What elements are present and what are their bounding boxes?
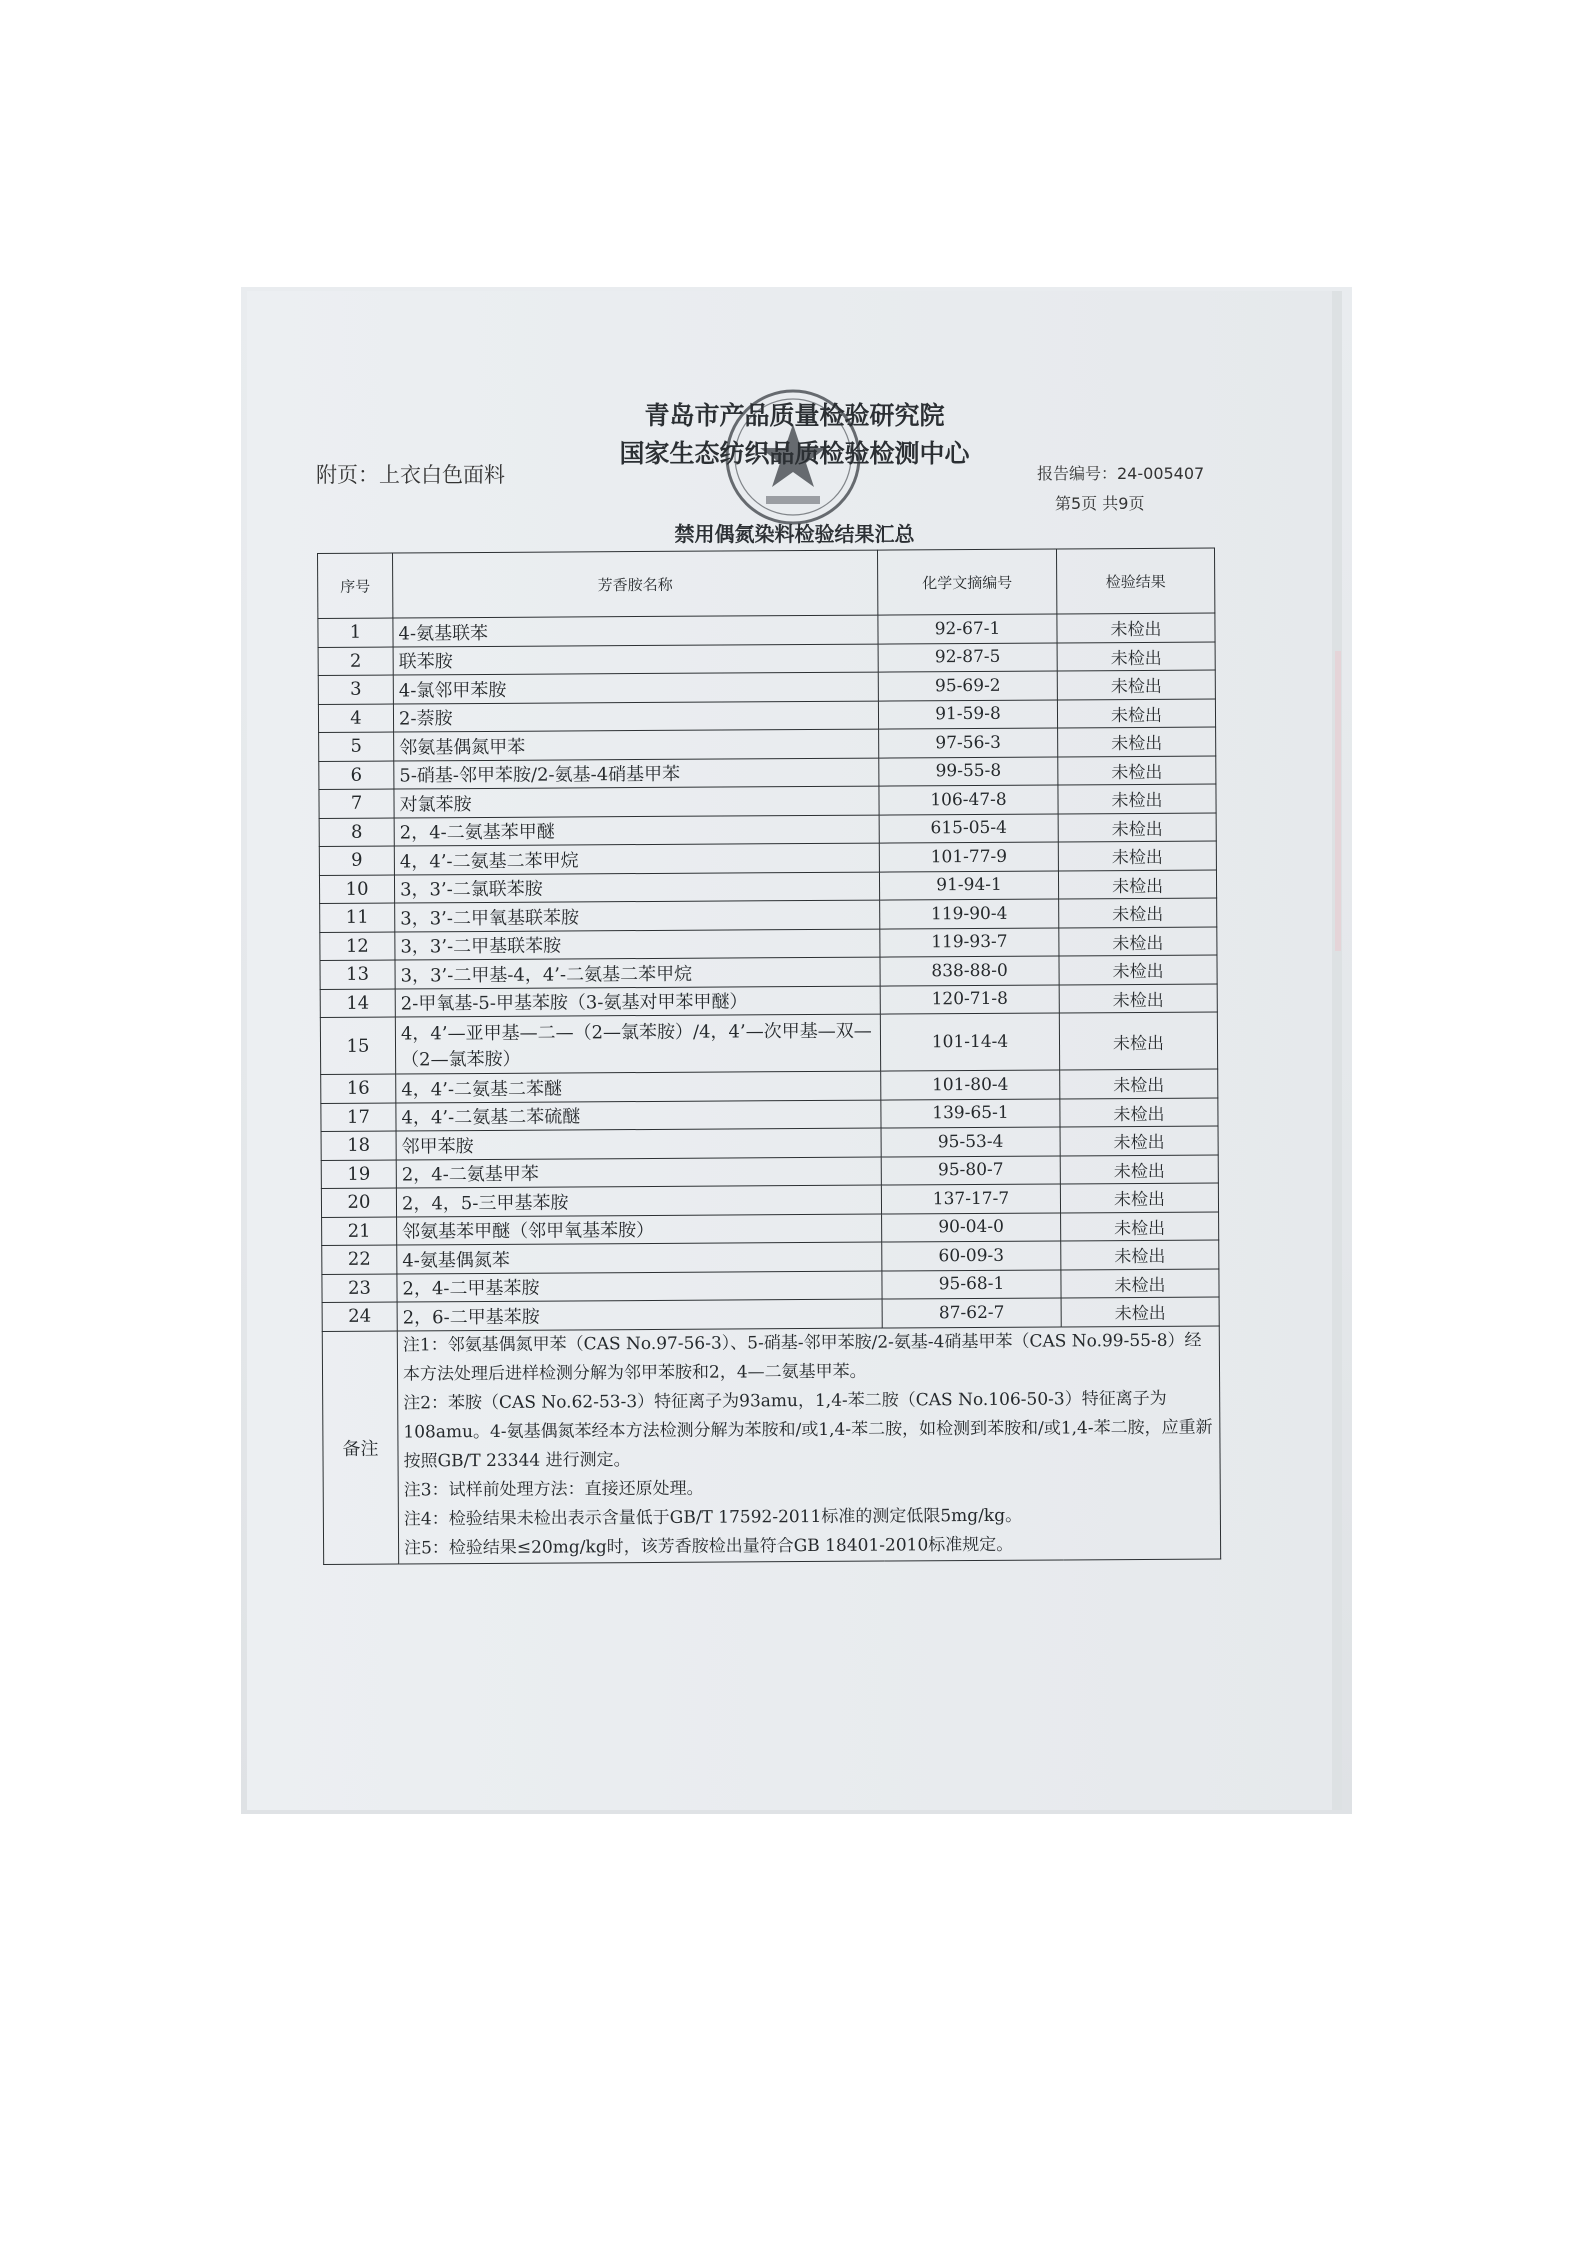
- cas-number: 95-69-2: [878, 671, 1057, 701]
- amine-name: 邻氨基偶氮甲苯: [394, 729, 879, 760]
- amine-name: 3，3’-二甲氧基联苯胺: [395, 900, 880, 931]
- amine-name: 联苯胺: [393, 644, 878, 675]
- remarks-row: [322, 1326, 1220, 1564]
- row-number: 23: [322, 1274, 397, 1303]
- row-number: 2: [318, 647, 393, 676]
- amine-name: 2，6-二甲基苯胺: [397, 1299, 882, 1330]
- row-number: 10: [319, 875, 394, 904]
- table-row: [320, 1012, 1217, 1074]
- amine-name: 3，3’-二氯联苯胺: [394, 872, 879, 903]
- column-header-result: 检验结果: [1056, 548, 1214, 614]
- cas-number: 92-67-1: [878, 614, 1057, 644]
- test-result: 未检出: [1060, 1183, 1218, 1212]
- amine-name: 邻甲苯胺: [396, 1128, 881, 1159]
- amine-name: 4，4’-二氨基二苯醚: [396, 1071, 881, 1102]
- cas-number: 91-59-8: [878, 699, 1057, 729]
- row-number: 19: [321, 1160, 396, 1189]
- row-number: 6: [319, 761, 394, 790]
- amine-name: 2，4-二甲基苯胺: [397, 1271, 882, 1302]
- test-result: 未检出: [1058, 784, 1216, 813]
- cas-number: 838-88-0: [880, 956, 1059, 986]
- amine-name: 2，4，5-三甲基苯胺: [396, 1185, 881, 1216]
- test-result: 未检出: [1057, 642, 1215, 671]
- row-number: 15: [320, 1017, 395, 1074]
- row-number: 14: [320, 989, 395, 1018]
- cas-number: 90-04-0: [882, 1212, 1061, 1242]
- row-number: 8: [319, 818, 394, 847]
- row-number: 22: [322, 1245, 397, 1274]
- cas-number: 101-80-4: [881, 1070, 1060, 1100]
- row-number: 17: [321, 1103, 396, 1132]
- test-result: 未检出: [1059, 1012, 1217, 1070]
- amine-name: 4，4’-二氨基二苯硫醚: [396, 1100, 881, 1131]
- cas-number: 87-62-7: [882, 1298, 1061, 1328]
- row-number: 3: [318, 675, 393, 704]
- test-result: 未检出: [1058, 841, 1216, 870]
- amine-name: 5-硝基-邻甲苯胺/2-氨基-4硝基甲苯: [394, 758, 879, 789]
- test-result: 未检出: [1058, 870, 1216, 899]
- cas-number: 120-71-8: [880, 984, 1059, 1014]
- amine-name: 3，3’-二甲基联苯胺: [395, 929, 880, 960]
- paper-edge-mark: [1335, 651, 1341, 951]
- row-number: 7: [319, 789, 394, 818]
- test-result: 未检出: [1060, 1155, 1218, 1184]
- cas-number: 106-47-8: [879, 785, 1058, 815]
- amine-name: 2，4-二氨基苯甲醚: [394, 815, 879, 846]
- test-result: 未检出: [1060, 1126, 1218, 1155]
- report-page: [247, 291, 1342, 1810]
- cas-number: 101-77-9: [879, 842, 1058, 872]
- test-result: 未检出: [1058, 756, 1216, 785]
- results-table: [317, 548, 1221, 1565]
- test-result: 未检出: [1058, 813, 1216, 842]
- row-number: 12: [320, 932, 395, 961]
- amine-name: 2-萘胺: [393, 701, 878, 732]
- cas-number: 101-14-4: [880, 1013, 1059, 1071]
- page-number: 第5页 共9页: [1055, 494, 1145, 513]
- row-number: 13: [320, 960, 395, 989]
- cas-number: 95-53-4: [881, 1127, 1060, 1157]
- report-number: 报告编号：24-005407: [1037, 464, 1205, 483]
- row-number: 9: [319, 846, 394, 875]
- table-header-row: [318, 548, 1215, 618]
- institute-name: 青岛市产品质量检验研究院: [644, 401, 945, 430]
- test-result: 未检出: [1061, 1240, 1219, 1269]
- attachment-label: 附页：上衣白色面料: [316, 463, 505, 487]
- cas-number: 139-65-1: [881, 1098, 1060, 1128]
- cas-number: 137-17-7: [881, 1184, 1060, 1214]
- remarks-label: 备注: [322, 1331, 398, 1564]
- cas-number: 60-09-3: [882, 1241, 1061, 1271]
- row-number: 24: [322, 1302, 397, 1331]
- document-photo: [241, 287, 1352, 1814]
- amine-name: 2-甲氧基-5-甲基苯胺（3-氨基对甲苯甲醚）: [395, 986, 880, 1017]
- row-number: 5: [319, 732, 394, 761]
- row-number: 16: [321, 1074, 396, 1103]
- test-result: 未检出: [1059, 927, 1217, 956]
- amine-name: 对氯苯胺: [394, 786, 879, 817]
- test-result: 未检出: [1061, 1297, 1219, 1326]
- center-name: 国家生态纺织品质检验检测中心: [619, 439, 970, 468]
- amine-name: 4，4’—亚甲基—二—（2—氯苯胺）/4，4’—次甲基—双—（2—氯苯胺）: [395, 1014, 880, 1074]
- test-result: 未检出: [1061, 1269, 1219, 1298]
- test-result: 未检出: [1059, 898, 1217, 927]
- amine-name: 3，3’-二甲基-4，4’-二氨基二苯甲烷: [395, 957, 880, 988]
- test-result: 未检出: [1058, 727, 1216, 756]
- test-result: 未检出: [1059, 984, 1217, 1013]
- test-result: 未检出: [1060, 1098, 1218, 1127]
- cas-number: 91-94-1: [879, 870, 1058, 900]
- cas-number: 615-05-4: [879, 813, 1058, 843]
- remark-note-4: 注4：检验结果未检出表示含量低于GB/T 17592-2011标准的测定低限5mg/kg。: [403, 1505, 1023, 1529]
- row-number: 1: [318, 618, 393, 647]
- test-result: 未检出: [1057, 613, 1215, 642]
- results-body: [318, 613, 1219, 1331]
- amine-name: 4-氨基偶氮苯: [397, 1242, 882, 1273]
- test-result: 未检出: [1061, 1212, 1219, 1241]
- cas-number: 97-56-3: [879, 728, 1058, 758]
- remark-note-5: 注5：检验结果≤20mg/kg时，该芳香胺检出量符合GB 18401-2010标准规定。: [404, 1534, 1014, 1558]
- amine-name: 4，4’-二氨基二苯甲烷: [394, 843, 879, 874]
- cas-number: 92-87-5: [878, 642, 1057, 672]
- remark-note-3: 注3：试样前处理方法：直接还原处理。: [403, 1478, 704, 1500]
- test-result: 未检出: [1057, 670, 1215, 699]
- cas-number: 119-93-7: [880, 927, 1059, 957]
- row-number: 11: [320, 903, 395, 932]
- cas-number: 95-80-7: [881, 1155, 1060, 1185]
- cas-number: 95-68-1: [882, 1269, 1061, 1299]
- row-number: 20: [321, 1188, 396, 1217]
- row-number: 4: [318, 704, 393, 733]
- cas-number: 119-90-4: [880, 899, 1059, 929]
- row-number: 21: [322, 1217, 397, 1246]
- column-header-name: 芳香胺名称: [393, 550, 878, 618]
- row-number: 18: [321, 1131, 396, 1160]
- test-result: 未检出: [1059, 955, 1217, 984]
- column-header-no: 序号: [318, 553, 393, 618]
- cas-number: 99-55-8: [879, 756, 1058, 786]
- remark-note-1: 注1：邻氨基偶氮甲苯（CAS No.97-56-3）、5-硝基-邻甲苯胺/2-氨基-4硝基甲苯（CAS No.99-55-8）经本方法处理后进样检测分解为邻甲苯胺和2，4—二氨基甲苯。: [402, 1330, 1202, 1384]
- column-header-cas: 化学文摘编号: [877, 549, 1056, 615]
- amine-name: 4-氯邻甲苯胺: [393, 672, 878, 703]
- test-result: 未检出: [1057, 699, 1215, 728]
- remarks-notes: [397, 1326, 1220, 1564]
- amine-name: 4-氨基联苯: [393, 615, 878, 646]
- amine-name: 2，4-二氨基甲苯: [396, 1157, 881, 1188]
- amine-name: 邻氨基苯甲醚（邻甲氧基苯胺）: [397, 1214, 882, 1245]
- table-title: 禁用偶氮染料检验结果汇总: [674, 522, 915, 546]
- remark-note-2: 注2：苯胺（CAS No.62-53-3）特征离子为93amu，1,4-苯二胺（CAS No.106-50-3）特征离子为108amu。4-氨基偶氮苯经本方法检测分解为苯胺和/或1,4-苯二胺，如检测到苯胺和/或1,4-苯二胺，应重新按照GB/T 23344 进行测定。: [403, 1388, 1213, 1471]
- test-result: 未检出: [1060, 1069, 1218, 1098]
